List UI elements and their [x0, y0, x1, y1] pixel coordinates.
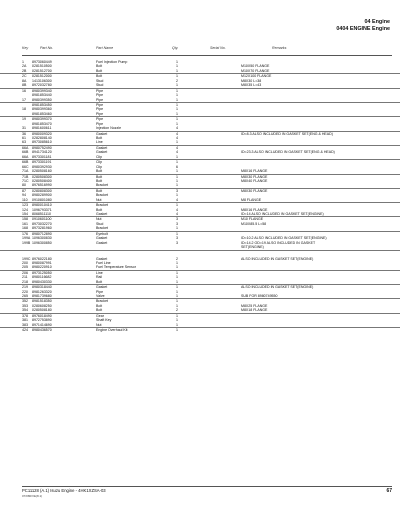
row-key: 218	[22, 279, 28, 284]
row-qty: 1	[176, 107, 178, 112]
row-key: 63	[22, 140, 26, 145]
row-qty: 1	[176, 275, 178, 280]
col-qty-header: Qty.	[172, 46, 179, 50]
row-qty: 1	[176, 313, 178, 318]
row-part-no: 8972032780	[32, 83, 52, 88]
row-part-name: Clip	[96, 160, 103, 165]
row-remarks: SUB FOR 8980749550	[241, 294, 278, 298]
row-part-name: Bracket	[96, 193, 109, 198]
row-qty: 1	[176, 93, 178, 98]
row-part-no: 0910601100	[32, 217, 52, 222]
row-qty: 1	[176, 102, 178, 107]
row-part-no: 8981853460	[32, 111, 52, 116]
row-remarks: SET(ENGINE)	[241, 245, 264, 250]
group-title: 0404 ENGINE Engine	[336, 26, 390, 32]
row-qty: 1	[176, 285, 178, 290]
col-part-no-header: Part No.	[40, 46, 54, 50]
row-qty: 1	[176, 111, 178, 116]
row-part-name: Nut	[96, 322, 102, 327]
page-number: 67	[386, 488, 392, 494]
row-qty: 1	[176, 64, 178, 69]
row-part-name: Gasket	[96, 285, 108, 290]
row-part-name: Gasket	[96, 240, 108, 245]
row-key: 110	[22, 197, 28, 202]
row-part-no: 8981853450	[32, 102, 52, 107]
row-part-name: Gasket	[96, 236, 108, 241]
row-part-no: 8941734120	[32, 150, 52, 155]
row-part-no: 8973060449	[32, 60, 52, 64]
row-qty: 1	[176, 294, 178, 298]
row-key: 71A	[22, 169, 29, 174]
row-remarks: M8X30 FLANGE	[241, 188, 268, 193]
header-rule	[22, 55, 392, 56]
row-part-name: Pipe	[96, 111, 104, 116]
row-remarks: M12X100 FLANGE	[241, 74, 272, 79]
row-part-no: 8973301191	[32, 160, 52, 165]
row-qty: 1	[176, 231, 178, 236]
row-part-no: 8980399340	[32, 88, 52, 93]
row-part-name: Bolt	[96, 303, 103, 308]
row-qty: 3	[176, 240, 178, 245]
row-remarks: M8 FLANGE	[241, 197, 262, 202]
row-part-name: Clip	[96, 154, 103, 159]
row-remarks: M8X16 FLANGE	[241, 169, 268, 174]
row-part-no: 8976516990	[32, 183, 52, 188]
row-part-no: 1413106300	[32, 78, 52, 83]
row-key: 61	[22, 136, 26, 140]
row-part-no: 8971414690	[32, 322, 52, 327]
row-key: 124	[22, 207, 28, 212]
row-key: 158	[22, 217, 28, 222]
row-qty: 1	[176, 270, 178, 275]
col-remarks-header: Remarks	[272, 46, 287, 50]
row-part-no: 8980010410	[32, 203, 52, 208]
row-part-no: 8973085610	[32, 140, 52, 145]
row-remarks: ID=10.2 ALSO INCLUDED IN GASKET SET(ENGINE)	[241, 236, 327, 241]
row-qty: 1	[176, 174, 178, 179]
row-qty: 1	[176, 265, 178, 270]
row-part-no: 8980009320	[32, 131, 52, 136]
column-headers	[0, 46, 400, 52]
row-qty: 4	[176, 150, 178, 155]
row-key: 2B	[22, 68, 27, 73]
row-part-no: 8981853440	[32, 93, 52, 98]
row-part-no: 8972753890	[32, 318, 52, 323]
row-part-name: Bracket	[96, 299, 109, 304]
row-key: 8B	[22, 83, 27, 88]
row-key: 352	[22, 299, 28, 304]
row-part-name: Bolt	[96, 178, 103, 183]
row-qty: 3	[176, 221, 178, 226]
row-qty: 1	[176, 74, 178, 79]
catalog-info: PC11128 (A.1) Isuzu Engine - 4HK1XZSA-03	[22, 488, 106, 493]
row-part-no: 8980289900	[32, 193, 52, 198]
row-key: 66B	[22, 150, 29, 155]
row-qty: 4	[176, 131, 178, 136]
row-remarks: M8X30 FLANGE	[241, 174, 268, 179]
row-part-name: Bolt	[96, 74, 103, 79]
row-qty: 1	[176, 289, 178, 294]
row-part-no: 8973281960	[32, 226, 52, 231]
row-part-no: 8980087991	[32, 260, 52, 265]
row-qty: 1	[176, 160, 178, 165]
row-part-name: Nut	[96, 197, 102, 202]
row-qty: 1	[176, 299, 178, 304]
row-key: 94	[22, 193, 26, 198]
row-part-name: Bolt	[96, 207, 103, 212]
row-qty: 1	[176, 97, 178, 102]
row-part-name: Injection Nozzle	[96, 126, 122, 131]
row-key: 66A	[22, 145, 29, 150]
row-part-no: 0280508160	[32, 169, 52, 174]
row-part-name: Engine Overhaul Kit	[96, 328, 128, 333]
row-part-name: Bolt	[96, 174, 103, 179]
row-key: 383	[22, 322, 28, 327]
row-key: 66C	[22, 164, 29, 169]
row-key: 378	[22, 313, 28, 318]
row-part-name: Pipe	[96, 102, 104, 107]
row-qty: 1	[176, 322, 178, 327]
row-part-name: Pipe	[96, 117, 104, 122]
row-key: 176	[22, 231, 28, 236]
row-key: 211	[22, 275, 28, 280]
row-part-no: 8068511110	[32, 212, 51, 216]
row-part-no: 8981853470	[32, 121, 52, 126]
row-remarks: M8X18 FLANGE	[241, 308, 268, 313]
row-part-no: 0281512700	[32, 68, 52, 73]
row-remarks: M8X40 FLANGE	[241, 178, 268, 183]
col-part-name-header: Part Name	[96, 46, 114, 50]
row-part-name: Gasket	[96, 145, 108, 150]
row-part-no: 1096300830	[32, 236, 52, 241]
row-part-name: Rail	[96, 275, 103, 280]
table-row	[0, 328, 400, 332]
row-remarks: ID=8.3 ALSO INCLUDED IN GASKET SET(ENG & HEAD)	[241, 131, 333, 136]
row-part-no: 0280508400	[32, 178, 52, 183]
row-remarks: ID=14 ALSO INCLUDED IN GASKET SET(ENGINE)	[241, 212, 324, 216]
row-qty: 3	[176, 236, 178, 241]
row-part-name: Bolt	[96, 64, 103, 69]
row-part-no: 8973301181	[32, 154, 52, 159]
row-part-no: 8980220910	[32, 265, 52, 270]
row-qty: 1	[176, 121, 178, 126]
row-key: 205	[22, 265, 28, 270]
row-qty: 4	[176, 212, 178, 216]
row-qty: 1	[176, 279, 178, 284]
row-qty: 3	[176, 217, 178, 222]
row-part-no: 8980116682	[32, 275, 52, 280]
row-remarks: ID=14.2 OD=19 ALSO INCLUDED IN GASKET	[241, 240, 316, 245]
row-key: 80	[22, 183, 26, 188]
row-key: 66A	[22, 154, 29, 159]
row-qty: 4	[176, 197, 178, 202]
row-key: 424	[22, 328, 28, 333]
row-key: 199C	[22, 256, 31, 261]
row-part-name: Valve	[96, 294, 105, 298]
row-key: 354	[22, 308, 28, 313]
row-part-no: 8976022180	[32, 256, 52, 261]
row-part-name: Gasket	[96, 212, 108, 216]
row-key: 220	[22, 289, 28, 294]
row-remarks: M10X50 FLANGE	[241, 64, 270, 69]
row-key: 265	[22, 294, 28, 298]
row-remarks: ALSO INCLUDED IN GASKET SET(ENGINE)	[241, 256, 314, 261]
row-qty: 4	[176, 207, 178, 212]
row-qty: 1	[176, 328, 178, 333]
row-qty: 2	[176, 78, 178, 83]
row-qty: 1	[176, 83, 178, 88]
row-part-no: 0281512000	[32, 74, 52, 79]
row-remarks: M10 FLANGE	[241, 217, 264, 222]
row-part-name: Gasket	[96, 256, 108, 261]
row-key: 31	[22, 126, 26, 131]
row-part-name: Nut	[96, 217, 102, 222]
row-qty: 1	[176, 140, 178, 145]
row-remarks: M8X25 FLANGE	[241, 303, 268, 308]
row-qty: 1	[176, 117, 178, 122]
row-qty: 1	[176, 193, 178, 198]
col-serial-header: Serial No.	[210, 46, 226, 50]
row-part-name: Gear	[96, 313, 104, 318]
row-part-name: Pipe	[96, 289, 104, 294]
row-part-no: 8981600611	[32, 126, 52, 131]
row-part-no: 8973032270	[32, 221, 52, 226]
row-part-name: Shaft Key	[96, 318, 112, 323]
row-part-name: Pipe	[96, 107, 104, 112]
row-remarks: M8X35 L=43	[241, 83, 262, 88]
row-qty: 2	[176, 256, 178, 261]
row-qty: 1	[176, 88, 178, 93]
row-key: 200	[22, 260, 28, 265]
row-part-name: Bolt	[96, 169, 103, 174]
row-remarks: ID=23.3 ALSO INCLUDED IN GASKET SET(ENG & HEAD)	[241, 150, 335, 155]
row-part-name: Bracket	[96, 183, 109, 188]
row-key: 19	[22, 117, 26, 122]
row-qty: 1	[176, 318, 178, 323]
row-part-no: 8980318440	[32, 285, 52, 290]
row-part-name: Clip	[96, 164, 103, 169]
row-key: 381	[22, 318, 28, 323]
row-key: 71C	[22, 178, 29, 183]
row-part-name: Bolt	[96, 188, 103, 193]
row-part-no: 8980399360	[32, 107, 52, 112]
row-part-no: 8980436570	[32, 328, 52, 333]
row-qty: 1	[176, 178, 178, 183]
row-remarks: M8X16 FLANGE	[241, 207, 268, 212]
row-part-name: Line	[96, 140, 103, 145]
row-key: 154	[22, 212, 28, 216]
row-key: 36	[22, 131, 26, 136]
row-part-name: Fuel Injection Pump	[96, 60, 128, 64]
row-part-name: Line	[96, 270, 103, 275]
row-qty: 6	[176, 164, 178, 169]
row-key: 2C	[22, 74, 27, 79]
row-qty: 1	[176, 303, 178, 308]
row-key: 199B	[22, 240, 31, 245]
row-part-no: 0280508300	[32, 174, 52, 179]
row-qty: 1	[176, 154, 178, 159]
row-key: 161	[22, 221, 28, 226]
row-key: 8A	[22, 78, 27, 83]
row-part-no: 8981739680	[32, 294, 52, 298]
row-part-no: 8980392930	[32, 164, 52, 169]
row-qty: 1	[176, 183, 178, 188]
row-qty: 2	[176, 308, 178, 313]
row-part-no: 0280608250	[32, 303, 52, 308]
row-part-name: Bolt	[96, 279, 103, 284]
row-qty: 1	[176, 169, 178, 174]
row-part-name: Gasket	[96, 150, 108, 155]
row-part-name: Bolt	[96, 136, 103, 140]
table-row	[0, 245, 400, 250]
row-part-no: 0910801080	[32, 197, 52, 202]
row-part-name: Pipe	[96, 97, 104, 102]
row-part-no: 0281510500	[32, 64, 52, 69]
row-part-name: Stud	[96, 78, 104, 83]
row-part-name: Stud	[96, 221, 104, 226]
row-key: 18	[22, 107, 26, 112]
row-part-name: Gasket	[96, 131, 108, 136]
row-qty: 4	[176, 126, 178, 131]
row-part-name: Fuel Temperature Sensor	[96, 265, 136, 270]
row-part-no: 8980712890	[32, 231, 52, 236]
row-part-no: 8980752490	[32, 145, 52, 150]
row-qty: 4	[176, 136, 178, 140]
parts-table	[0, 60, 400, 333]
row-part-no: 8980430330	[32, 279, 52, 284]
row-part-no: 0280808300	[32, 188, 52, 193]
row-part-name: Stud	[96, 83, 104, 88]
row-key: 66B	[22, 160, 29, 165]
row-part-no: 0282808140	[32, 136, 52, 140]
row-qty: 4	[176, 145, 178, 150]
catalog-code: 07/080/VE(8.1)	[22, 494, 43, 498]
row-part-name: Pipe	[96, 121, 104, 126]
row-qty: 1	[176, 226, 178, 231]
row-key: 353	[22, 303, 28, 308]
row-key: 206	[22, 270, 28, 275]
row-remarks: ALSO INCLUDED IN GASKET SET(ENGINE)	[241, 285, 314, 290]
row-part-no: 1096300850	[32, 240, 52, 245]
row-qty: 1	[176, 60, 178, 64]
row-key: 1	[22, 60, 24, 64]
row-part-no: 0280508180	[32, 308, 52, 313]
row-remarks: M10X85.5 L=58	[241, 221, 267, 226]
row-part-name: Bracket	[96, 226, 109, 231]
row-qty: 3	[176, 188, 178, 193]
row-part-no: 8976018490	[32, 313, 52, 318]
row-qty: 1	[176, 203, 178, 208]
row-part-no: 8981518350	[32, 299, 52, 304]
row-part-name: Fuel Line	[96, 260, 111, 265]
row-part-no: 8981263320	[32, 289, 52, 294]
row-key: 219	[22, 285, 28, 290]
row-part-no: 8980399350	[32, 97, 52, 102]
row-part-no: 8980399370	[32, 117, 52, 122]
row-part-name: Bracket	[96, 203, 109, 208]
row-key: 168	[22, 226, 28, 231]
row-part-name: Bolt	[96, 68, 103, 73]
row-qty: 1	[176, 260, 178, 265]
row-part-name: Bolt	[96, 308, 103, 313]
row-remarks: M8X30 L=38	[241, 78, 262, 83]
section-title: 04 Engine	[364, 19, 390, 25]
row-key: 2A	[22, 64, 27, 69]
row-remarks: M10X70 FLANGE	[241, 68, 270, 73]
row-key: 199A	[22, 236, 31, 241]
row-key: 17	[22, 97, 26, 102]
row-part-name: Eyebolt	[96, 231, 108, 236]
row-key: 87	[22, 188, 26, 193]
row-key: 123	[22, 203, 28, 208]
row-key: 16	[22, 88, 26, 93]
row-part-no: 8973125050	[32, 270, 52, 275]
row-part-no: 1096793371	[32, 207, 52, 212]
row-part-name: Pipe	[96, 88, 104, 93]
row-qty: 1	[176, 68, 178, 73]
footer-rule	[22, 486, 392, 487]
row-key: 71B	[22, 174, 29, 179]
row-part-name: Pipe	[96, 93, 104, 98]
col-key-header: Key	[22, 46, 29, 50]
